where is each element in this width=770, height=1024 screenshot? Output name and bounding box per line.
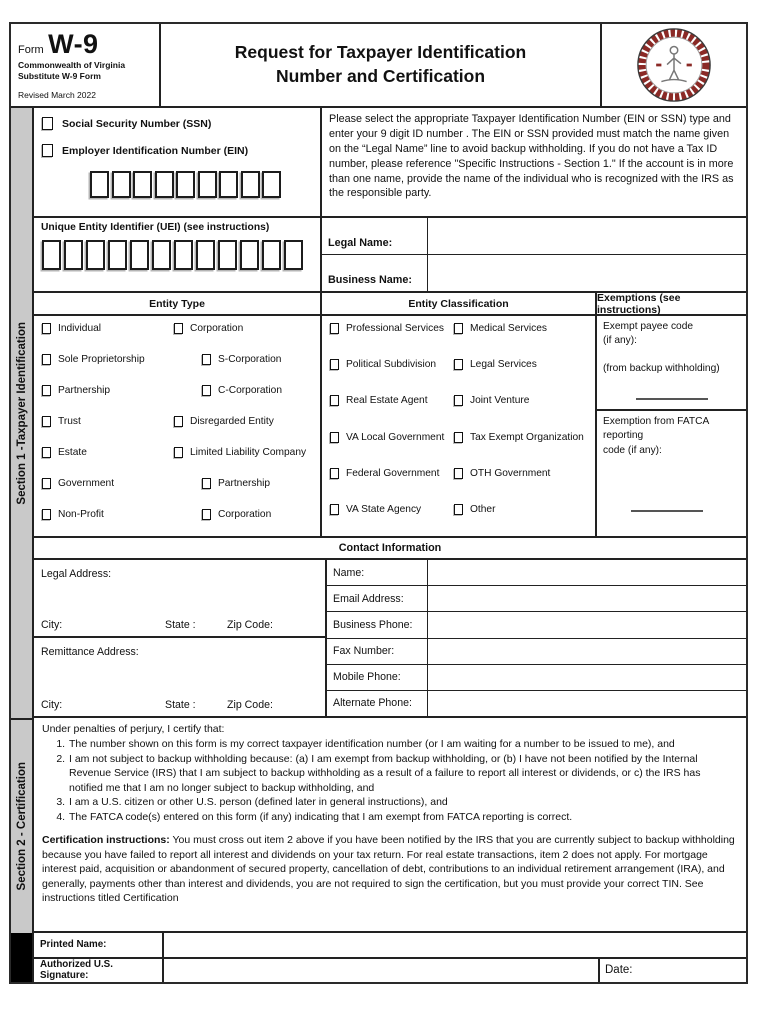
class-va-local-government-checkbox[interactable] (330, 432, 339, 443)
classification-option-label: Legal Services (470, 359, 537, 371)
mobile-phone-label: Mobile Phone: (327, 665, 428, 690)
certification-text-block (34, 718, 746, 933)
revision-date: Revised March 2022 (18, 90, 96, 101)
certification-item-2: 2. I am not subject to backup withholding because: (a) I am exempt from backup withholding, or (b) I have not been notified by the Internal Revenue Service (IRS) that I am subject to backup withholding as a result of a failure to report all interest or dividends, or c) the IRS has notified me that I am no longer subject to backup withholding, and (68, 752, 737, 795)
entity-option-label: Non-Profit (58, 509, 104, 520)
entity-llc-checkbox[interactable] (174, 447, 183, 458)
uei-char-box[interactable] (42, 240, 61, 270)
uei-char-box[interactable] (108, 240, 127, 270)
city-label: City: (41, 699, 63, 711)
uei-char-box[interactable] (284, 240, 303, 270)
virginia-seal-icon (630, 25, 718, 105)
email-label: Email Address: (327, 586, 428, 611)
authorized-signature-input[interactable] (164, 959, 600, 983)
ssn-checkbox[interactable] (42, 117, 53, 130)
entity-classification-header: Entity Classification (322, 293, 595, 316)
classification-option-label: Other (470, 503, 496, 515)
fatca-code-input[interactable] (631, 510, 703, 512)
contact-info-header: Contact Information (34, 538, 746, 560)
classification-option-label: Medical Services (470, 323, 547, 334)
entity-partnership-checkbox[interactable] (42, 385, 51, 396)
remittance-address-label: Remittance Address: (41, 646, 139, 659)
exempt-payee-code-input[interactable] (636, 398, 708, 400)
exempt-payee-line3: (from backup withholding) (603, 362, 720, 374)
entity-type-row (34, 350, 320, 381)
exempt-payee-line2: (if any): (603, 335, 637, 347)
class-other-checkbox[interactable] (454, 504, 463, 515)
contact-fields (327, 560, 746, 716)
tin-instructions: Please select the appropriate Taxpayer Identification Number (EIN or SSN) type and enter your 9 digit ID number . The EIN or SSN provided must match the name given on the “Legal Name” line to avoid backup withholding. If you do not have a Tax ID number, please reference "Specific Instructions - Section 1." If the account is in more than one name, provide the name of the individual who is recognized with the IRS as the responsible party. (329, 113, 734, 200)
address-column (34, 560, 327, 716)
contact-field-row (327, 612, 746, 638)
entity-option-label: S-Corporation (218, 354, 282, 365)
w9-form (9, 22, 748, 984)
certification-instructions-text: You must cross out item 2 above if you have been notified by the IRS that you are currently subject to backup withholding because you have failed to report all interest and dividends on your tax return. For real estate transactions, item 2 does not apply. For mortgage interest paid, acquisition or abandonment of secured property, cancellation of debt, contributions to an individual retirement arrangement (IRA), and generally, payments other than interest and dividends, you are not required to sign the certification, but you must provide your correct TIN. See instructions titled Certification (42, 834, 735, 905)
uei-char-boxes (42, 240, 316, 270)
entity-disregarded-entity-checkbox[interactable] (174, 416, 183, 427)
certification-list (42, 737, 737, 824)
fatca-line2: code (if any): (603, 444, 662, 456)
signature-row (34, 959, 746, 983)
city-label: City: (41, 619, 63, 632)
uei-char-box[interactable] (218, 240, 237, 270)
business-phone-label: Business Phone: (327, 612, 428, 637)
uei-char-box[interactable] (174, 240, 193, 270)
entity-option-label: Partnership (58, 385, 111, 396)
legal-name-row (322, 218, 746, 255)
entity-type-row (34, 505, 320, 536)
section2-sidebar-strip (11, 718, 34, 933)
state-label: State : (165, 699, 196, 711)
classification-row (322, 428, 595, 464)
section1-sidebar-strip (11, 108, 34, 718)
uei-char-box[interactable] (130, 240, 149, 270)
tin-row (34, 108, 746, 218)
entity-type-header: Entity Type (34, 293, 320, 316)
class-legal-services-checkbox[interactable] (454, 359, 463, 370)
certification-item-3: 3. I am a U.S. citizen or other U.S. person (defined later in general instructions), and (68, 795, 737, 809)
class-real-estate-agent-checkbox[interactable] (330, 395, 339, 406)
entity-classification-column (322, 293, 597, 536)
class-professional-services-checkbox[interactable] (330, 323, 339, 334)
classification-option-label: Professional Services (346, 323, 444, 334)
date-label: Date: (605, 964, 633, 977)
seal-box (600, 24, 746, 106)
fax-number-input[interactable] (428, 639, 746, 664)
form-title-line1: Request for Taxpayer Identification (234, 42, 527, 63)
form-content (34, 108, 746, 982)
entity-type-row (34, 319, 320, 350)
entity-type-row (34, 443, 320, 474)
entity-option-label: Sole Proprietorship (58, 354, 145, 365)
class-tax-exempt-org-checkbox[interactable] (454, 432, 463, 443)
legal-address-cell[interactable] (34, 560, 325, 638)
entity-c-corporation-checkbox[interactable] (202, 385, 211, 396)
printed-name-row (34, 933, 746, 959)
ein-label: Employer Identification Number (EIN) (62, 144, 249, 157)
uei-box (34, 218, 322, 291)
uei-char-box[interactable] (240, 240, 259, 270)
ein-checkbox[interactable] (42, 144, 53, 157)
class-joint-venture-checkbox[interactable] (454, 395, 463, 406)
certification-instructions (42, 833, 737, 905)
uei-char-box[interactable] (86, 240, 105, 270)
legal-name-input[interactable] (428, 218, 746, 254)
tin-digit-box[interactable] (241, 171, 260, 198)
classification-row (322, 355, 595, 391)
entity-type-row (34, 474, 320, 505)
printed-name-input[interactable] (164, 933, 746, 957)
uei-char-box[interactable] (196, 240, 215, 270)
entity-option-label: Partnership (218, 478, 271, 489)
entity-classification-rows (322, 316, 595, 536)
contact-field-row (327, 586, 746, 612)
legal-name-label: Legal Name: (322, 218, 428, 254)
tin-digit-box[interactable] (176, 171, 195, 198)
authorized-signature-label: Authorized U.S. Signature: (34, 959, 164, 983)
alternate-phone-label: Alternate Phone: (327, 691, 428, 716)
entity-option-label: Corporation (190, 323, 244, 334)
entity-trust-checkbox[interactable] (42, 416, 51, 427)
exempt-payee-cell (597, 316, 746, 411)
entity-option-label: Limited Liability Company (190, 447, 307, 458)
legal-address-label: Legal Address: (41, 568, 112, 580)
classification-row (322, 391, 595, 427)
classification-option-label: OTH Government (470, 467, 551, 479)
classification-option-label: Tax Exempt Organization (470, 431, 584, 443)
contact-field-row (327, 560, 746, 586)
uei-names-row (34, 218, 746, 293)
entity-government-checkbox[interactable] (42, 478, 51, 489)
form-id-box (11, 24, 161, 106)
entity-type-row (34, 381, 320, 412)
fax-number-label: Fax Number: (327, 639, 428, 664)
zip-label: Zip Code: (227, 619, 273, 632)
form-title (161, 24, 600, 106)
classification-option-label: Federal Government (346, 467, 440, 479)
name-fields (322, 218, 746, 291)
entity-sole-proprietorship-checkbox[interactable] (42, 354, 51, 365)
classification-row (322, 464, 595, 500)
exemptions-column (597, 293, 746, 536)
exempt-payee-line1: Exempt payee code (603, 321, 694, 332)
fatca-line1: Exemption from FATCA reporting (603, 416, 709, 442)
entity-option-label: Government (58, 478, 115, 489)
name-input[interactable] (428, 560, 746, 585)
certification-item-4: 4. The FATCA code(s) entered on this form (if any) indicating that I am exempt from FATCA reporting is correct. (68, 810, 737, 824)
classification-option-label: VA Local Government (346, 431, 445, 443)
entity-estate-checkbox[interactable] (42, 447, 51, 458)
mobile-phone-input[interactable] (428, 665, 746, 690)
tin-digit-box[interactable] (133, 171, 152, 198)
name-label: Name: (327, 560, 428, 585)
remittance-address-cell[interactable] (34, 638, 325, 716)
entity-option-label: Corporation (218, 509, 272, 520)
entity-type-rows (34, 316, 320, 536)
exemptions-header: Exemptions (see instructions) (597, 293, 746, 316)
section-sidebar (11, 108, 34, 982)
entity-non-profit-checkbox[interactable] (42, 509, 51, 520)
classification-option-label: Political Subdivision (346, 359, 437, 371)
entity-s-corporation-checkbox[interactable] (202, 354, 211, 365)
email-input[interactable] (428, 586, 746, 611)
ssn-label: Social Security Number (SSN) (62, 117, 212, 130)
entity-type-column (34, 293, 322, 536)
tin-digit-box[interactable] (112, 171, 131, 198)
form-word: Form (18, 44, 44, 56)
tin-digit-box[interactable] (219, 171, 238, 198)
form-header (11, 24, 746, 108)
classification-row (322, 319, 595, 355)
state-label: State : (165, 619, 196, 632)
certification-item-1: 1. The number shown on this form is my correct taxpayer identification number (or I am waiting for a number to be issued to me), and (68, 737, 737, 751)
class-federal-government-checkbox[interactable] (330, 468, 339, 479)
tin-select-box (34, 108, 322, 216)
contact-field-row (327, 665, 746, 691)
uei-char-box[interactable] (64, 240, 83, 270)
entity-option-label: Trust (58, 416, 81, 427)
entity-individual-checkbox[interactable] (42, 323, 51, 334)
form-number: W-9 (48, 29, 99, 59)
date-cell[interactable] (600, 959, 746, 983)
signature-block (34, 933, 746, 982)
perjury-intro: Under penalties of perjury, I certify that: (42, 723, 225, 735)
printed-name-label: Printed Name: (34, 933, 164, 957)
classification-option-label: Joint Venture (470, 395, 530, 407)
business-name-row (322, 255, 746, 291)
uei-char-box[interactable] (262, 240, 281, 270)
zip-label: Zip Code: (227, 699, 273, 711)
contact-field-row (327, 639, 746, 665)
fatca-cell (597, 411, 746, 536)
tin-digit-boxes (90, 171, 316, 198)
entity-option-label: C-Corporation (218, 385, 282, 396)
class-oth-government-checkbox[interactable] (454, 468, 463, 479)
business-phone-input[interactable] (428, 612, 746, 637)
entity-option-label: Individual (58, 323, 102, 334)
tin-digit-box[interactable] (262, 171, 281, 198)
uei-char-box[interactable] (152, 240, 171, 270)
org-line-2: Substitute W-9 Form (18, 70, 101, 81)
entity-corporation-checkbox[interactable] (174, 323, 183, 334)
uei-label: Unique Entity Identifier (UEI) (see instructions) (41, 222, 270, 233)
tin-digit-box[interactable] (90, 171, 109, 198)
entity-llc-partnership-checkbox[interactable] (202, 478, 211, 489)
contact-info-grid (34, 560, 746, 718)
classification-option-label: VA State Agency (346, 503, 422, 515)
entity-option-label: Disregarded Entity (190, 416, 274, 427)
class-medical-services-checkbox[interactable] (454, 323, 463, 334)
entity-row (34, 293, 746, 538)
tin-digit-box[interactable] (155, 171, 174, 198)
business-name-label: Business Name: (322, 255, 428, 291)
class-political-subdivision-checkbox[interactable] (330, 359, 339, 370)
org-line-1: Commonwealth of Virginia (18, 60, 126, 70)
class-va-state-agency-checkbox[interactable] (330, 504, 339, 515)
entity-type-row (34, 412, 320, 443)
contact-field-row (327, 691, 746, 716)
form-title-line2: Number and Certification (275, 66, 486, 86)
section2-label: Section 2 - Certification (15, 762, 28, 891)
tin-digit-box[interactable] (198, 171, 217, 198)
sidebar-black-block (11, 933, 34, 982)
business-name-input[interactable] (428, 255, 746, 291)
section1-label: Section 1 -Taxpayer Identification (15, 321, 28, 505)
form-body (11, 108, 746, 982)
alternate-phone-input[interactable] (428, 691, 746, 716)
entity-option-label: Estate (58, 447, 87, 458)
entity-llc-corporation-checkbox[interactable] (202, 509, 211, 520)
certification-instructions-label: Certification instructions: (42, 834, 170, 847)
classification-row (322, 500, 595, 536)
classification-option-label: Real Estate Agent (346, 395, 428, 407)
